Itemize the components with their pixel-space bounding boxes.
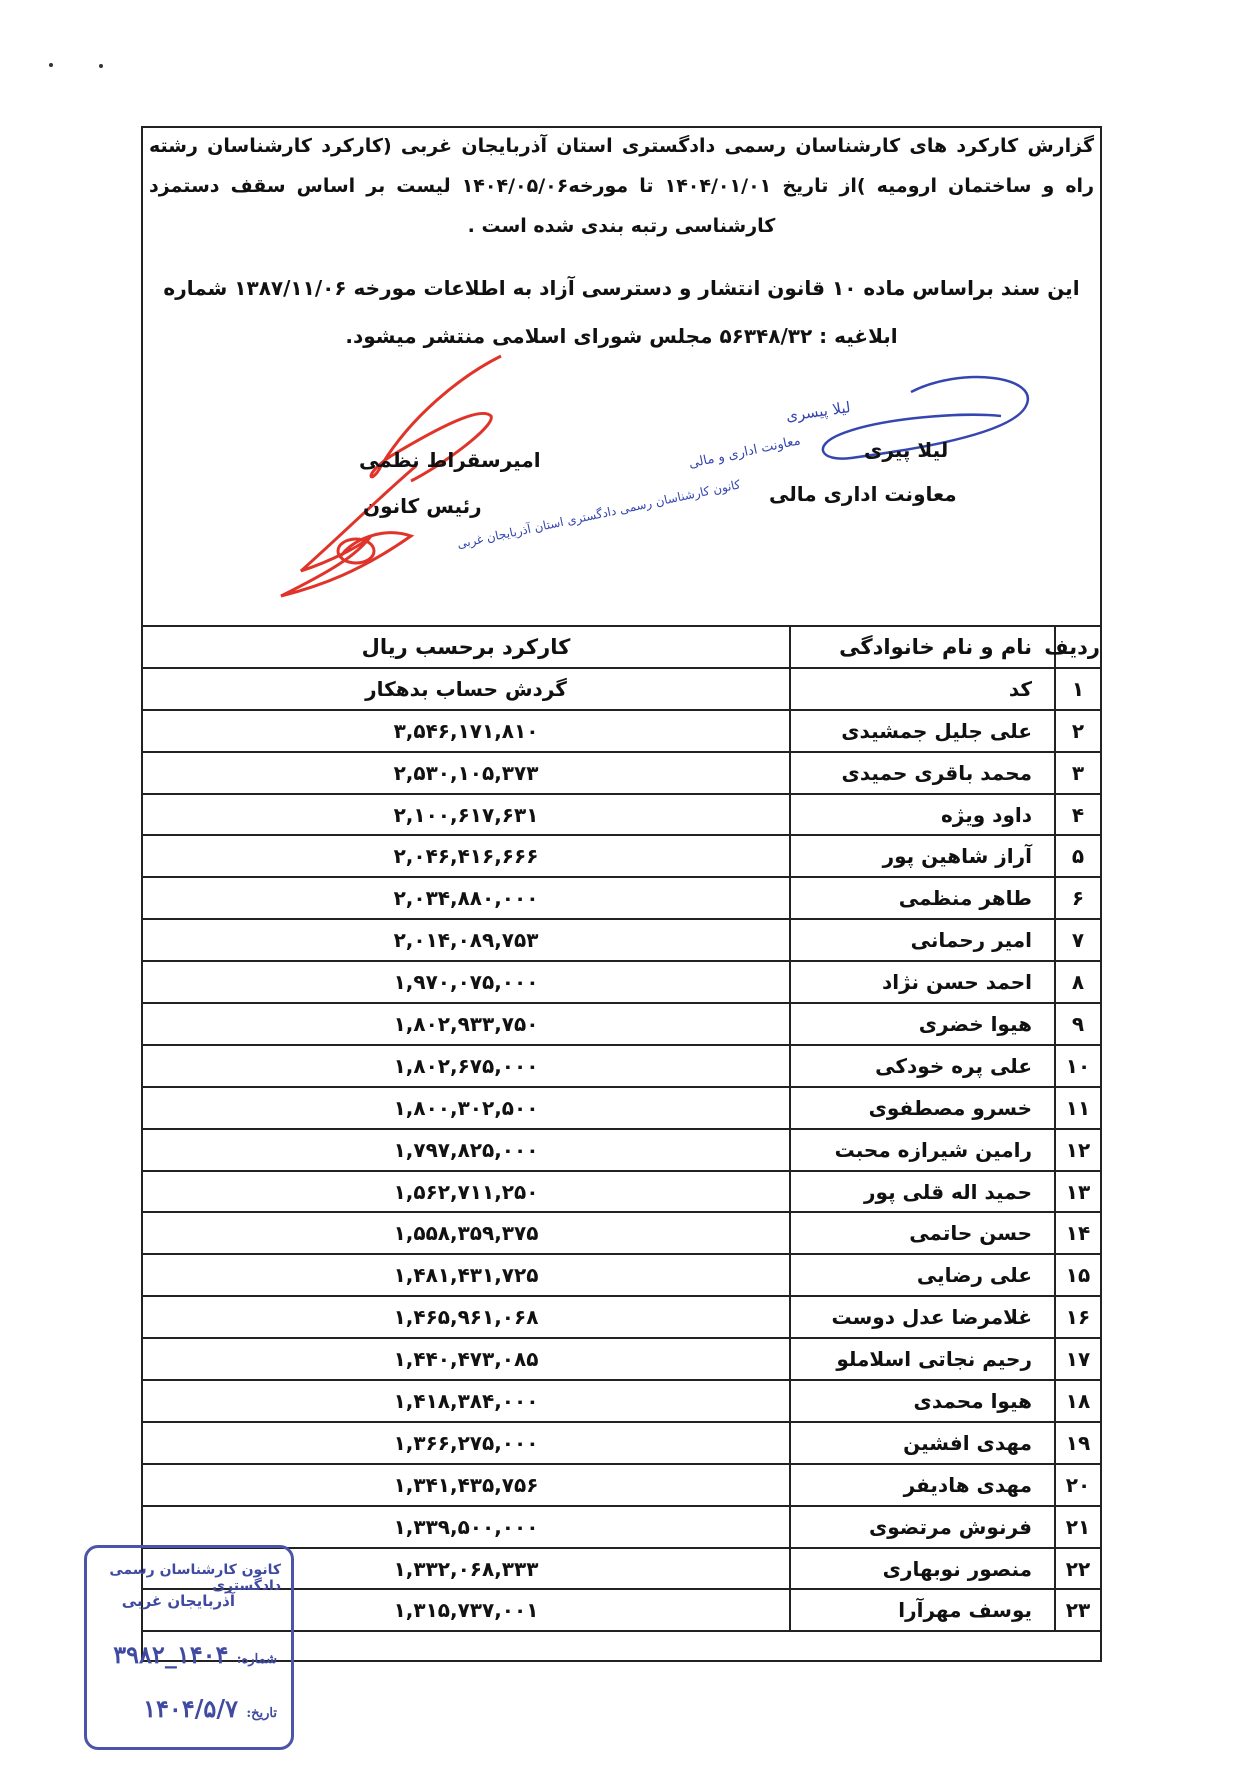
row-amount: ۱,۳۴۱,۴۳۵,۷۵۶ — [142, 1464, 790, 1506]
svg-text:لیلا پیسری: لیلا پیسری — [784, 398, 852, 425]
table-row — [142, 1171, 1101, 1213]
header-amount: کارکرد برحسب ریال — [142, 626, 790, 668]
header-index: ردیف — [1055, 626, 1101, 668]
row-index: ۲۰ — [1055, 1464, 1101, 1506]
stamp-date — [143, 1694, 277, 1723]
row-amount: ۳,۵۴۶,۱۷۱,۸۱۰ — [142, 710, 790, 752]
stamp-number-value: ۱۴۰۴_۳۹۸۲ — [113, 1640, 229, 1669]
row-amount: ۲,۱۰۰,۶۱۷,۶۳۱ — [142, 794, 790, 836]
row-name: حمید اله قلی پور — [790, 1171, 1055, 1213]
stamp-number — [113, 1640, 277, 1669]
table-row — [142, 877, 1101, 919]
row-name: امیر رحمانی — [790, 919, 1055, 961]
row-amount: ۱,۴۶۵,۹۶۱,۰۶۸ — [142, 1296, 790, 1338]
table-row — [142, 1506, 1101, 1548]
row-index: ۱۲ — [1055, 1129, 1101, 1171]
row-amount: ۲,۵۳۰,۱۰۵,۳۷۳ — [142, 752, 790, 794]
row-amount: گردش حساب بدهکار — [142, 668, 790, 710]
row-amount: ۱,۵۵۸,۳۵۹,۳۷۵ — [142, 1212, 790, 1254]
row-name: یوسف مهرآرا — [790, 1589, 1055, 1631]
row-name: هیوا خضری — [790, 1003, 1055, 1045]
experts-table — [141, 625, 1102, 1632]
table-row — [142, 1212, 1101, 1254]
scan-dot — [49, 63, 53, 67]
row-index: ۱۳ — [1055, 1171, 1101, 1213]
row-name: منصور نوبهاری — [790, 1548, 1055, 1590]
row-amount: ۱,۵۶۲,۷۱۱,۲۵۰ — [142, 1171, 790, 1213]
row-amount: ۱,۹۷۰,۰۷۵,۰۰۰ — [142, 961, 790, 1003]
row-amount: ۱,۸۰۰,۳۰۲,۵۰۰ — [142, 1087, 790, 1129]
table-row — [142, 1296, 1101, 1338]
scan-dot — [99, 64, 103, 68]
table-header-row — [142, 626, 1101, 668]
table-row — [142, 794, 1101, 836]
row-amount: ۲,۰۴۶,۴۱۶,۶۶۶ — [142, 835, 790, 877]
row-index: ۲۳ — [1055, 1589, 1101, 1631]
row-amount: ۱,۳۱۵,۷۳۷,۰۰۱ — [142, 1589, 790, 1631]
row-name: آراز شاهین پور — [790, 835, 1055, 877]
row-name: فرنوش مرتضوی — [790, 1506, 1055, 1548]
table-row — [142, 668, 1101, 710]
row-amount: ۱,۳۳۹,۵۰۰,۰۰۰ — [142, 1506, 790, 1548]
table-row — [142, 919, 1101, 961]
signer-right-title: معاونت اداری مالی — [769, 482, 957, 506]
row-name: حسن حاتمی — [790, 1212, 1055, 1254]
table-row — [142, 1464, 1101, 1506]
row-index: ۷ — [1055, 919, 1101, 961]
row-index: ۱۴ — [1055, 1212, 1101, 1254]
row-index: ۴ — [1055, 794, 1101, 836]
row-amount: ۱,۷۹۷,۸۲۵,۰۰۰ — [142, 1129, 790, 1171]
row-name: مهدی افشین — [790, 1422, 1055, 1464]
document-header — [141, 126, 1102, 625]
table-row — [142, 1422, 1101, 1464]
row-index: ۱۸ — [1055, 1380, 1101, 1422]
report-description: گزارش کارکرد های کارشناسان رسمی دادگستری استان آذربایجان غربی (کارکرد کارشناسان رشته راه و ساختمان ارومیه )از تاریخ ۱۴۰۴/۰۱/۰۱ تا مورخه۱۴۰۴/۰۵/۰۶ لیست بر اساس سقف دستمزد کارشناسی رتبه بندی شده است . — [149, 135, 1095, 237]
red-signature — [261, 356, 501, 606]
row-index: ۱۱ — [1055, 1087, 1101, 1129]
table-row — [142, 710, 1101, 752]
row-name: طاهر منظمی — [790, 877, 1055, 919]
stamp-date-value: ۱۴۰۴/۵/۷ — [143, 1694, 238, 1723]
legal-notice: این سند براساس ماده ۱۰ قانون انتشار و دسترسی آزاد به اطلاعات مورخه ۱۳۸۷/۱۱/۰۶ شماره ابلاغیه : ۵۶۳۴۸/۳۲ مجلس شورای اسلامی منتشر میشود. — [163, 276, 1080, 348]
row-index: ۱۰ — [1055, 1045, 1101, 1087]
row-index: ۱۵ — [1055, 1254, 1101, 1296]
svg-text:معاونت اداری و مالی: معاونت اداری و مالی — [687, 433, 802, 472]
row-amount: ۱,۳۳۲,۰۶۸,۳۳۳ — [142, 1548, 790, 1590]
row-index: ۹ — [1055, 1003, 1101, 1045]
row-name: محمد باقری حمیدی — [790, 752, 1055, 794]
row-index: ۶ — [1055, 877, 1101, 919]
table-row — [142, 1380, 1101, 1422]
header-name: نام و نام خانوادگی — [790, 626, 1055, 668]
table-row — [142, 1087, 1101, 1129]
table-row — [142, 1045, 1101, 1087]
signer-right-name: لیلا پیری — [864, 438, 949, 462]
row-name: رامین شیرازه محبت — [790, 1129, 1055, 1171]
row-amount: ۱,۴۸۱,۴۳۱,۷۲۵ — [142, 1254, 790, 1296]
row-amount: ۱,۸۰۲,۹۳۳,۷۵۰ — [142, 1003, 790, 1045]
row-amount: ۲,۰۱۴,۰۸۹,۷۵۳ — [142, 919, 790, 961]
office-stamp — [84, 1545, 294, 1750]
stamp-province: آذربایجان غربی — [121, 1592, 235, 1610]
table-row — [142, 1254, 1101, 1296]
row-name: احمد حسن نژاد — [790, 961, 1055, 1003]
row-index: ۲۱ — [1055, 1506, 1101, 1548]
stamp-number-label: شماره: — [236, 1652, 277, 1667]
stamp-org-name: کانون کارشناسان رسمی دادگستری — [109, 1562, 281, 1594]
table-row — [142, 752, 1101, 794]
row-index: ۱۶ — [1055, 1296, 1101, 1338]
row-name: علی جلیل جمشیدی — [790, 710, 1055, 752]
row-name: کد — [790, 668, 1055, 710]
table-row — [142, 1338, 1101, 1380]
row-amount: ۱,۸۰۲,۶۷۵,۰۰۰ — [142, 1045, 790, 1087]
row-name: مهدی هادیفر — [790, 1464, 1055, 1506]
svg-text:کانون کارشناسان رسمی دادگستری: کانون کارشناسان رسمی دادگستری استان آذربایجان غربی — [455, 477, 742, 552]
row-name: خسرو مصطفوی — [790, 1087, 1055, 1129]
table-row — [142, 835, 1101, 877]
signer-left-name: امیرسقراط نظمی — [359, 448, 541, 472]
row-name: غلامرضا عدل دوست — [790, 1296, 1055, 1338]
row-name: هیوا محمدی — [790, 1380, 1055, 1422]
row-name: رحیم نجاتی اسلاملو — [790, 1338, 1055, 1380]
row-amount: ۱,۴۱۸,۳۸۴,۰۰۰ — [142, 1380, 790, 1422]
row-index: ۲۲ — [1055, 1548, 1101, 1590]
table-row — [142, 961, 1101, 1003]
row-amount: ۲,۰۳۴,۸۸۰,۰۰۰ — [142, 877, 790, 919]
row-name: داود ویژه — [790, 794, 1055, 836]
row-name: علی رضایی — [790, 1254, 1055, 1296]
row-name: علی پره خودکی — [790, 1045, 1055, 1087]
table-row — [142, 1129, 1101, 1171]
stamp-date-label: تاریخ: — [246, 1706, 277, 1721]
row-amount: ۱,۴۴۰,۴۷۳,۰۸۵ — [142, 1338, 790, 1380]
row-index: ۱۹ — [1055, 1422, 1101, 1464]
row-index: ۲ — [1055, 710, 1101, 752]
row-index: ۱ — [1055, 668, 1101, 710]
row-index: ۸ — [1055, 961, 1101, 1003]
signer-left-title: رئیس کانون — [363, 494, 482, 518]
row-index: ۳ — [1055, 752, 1101, 794]
row-amount: ۱,۳۶۶,۲۷۵,۰۰۰ — [142, 1422, 790, 1464]
table-row — [142, 1003, 1101, 1045]
row-index: ۵ — [1055, 835, 1101, 877]
row-index: ۱۷ — [1055, 1338, 1101, 1380]
